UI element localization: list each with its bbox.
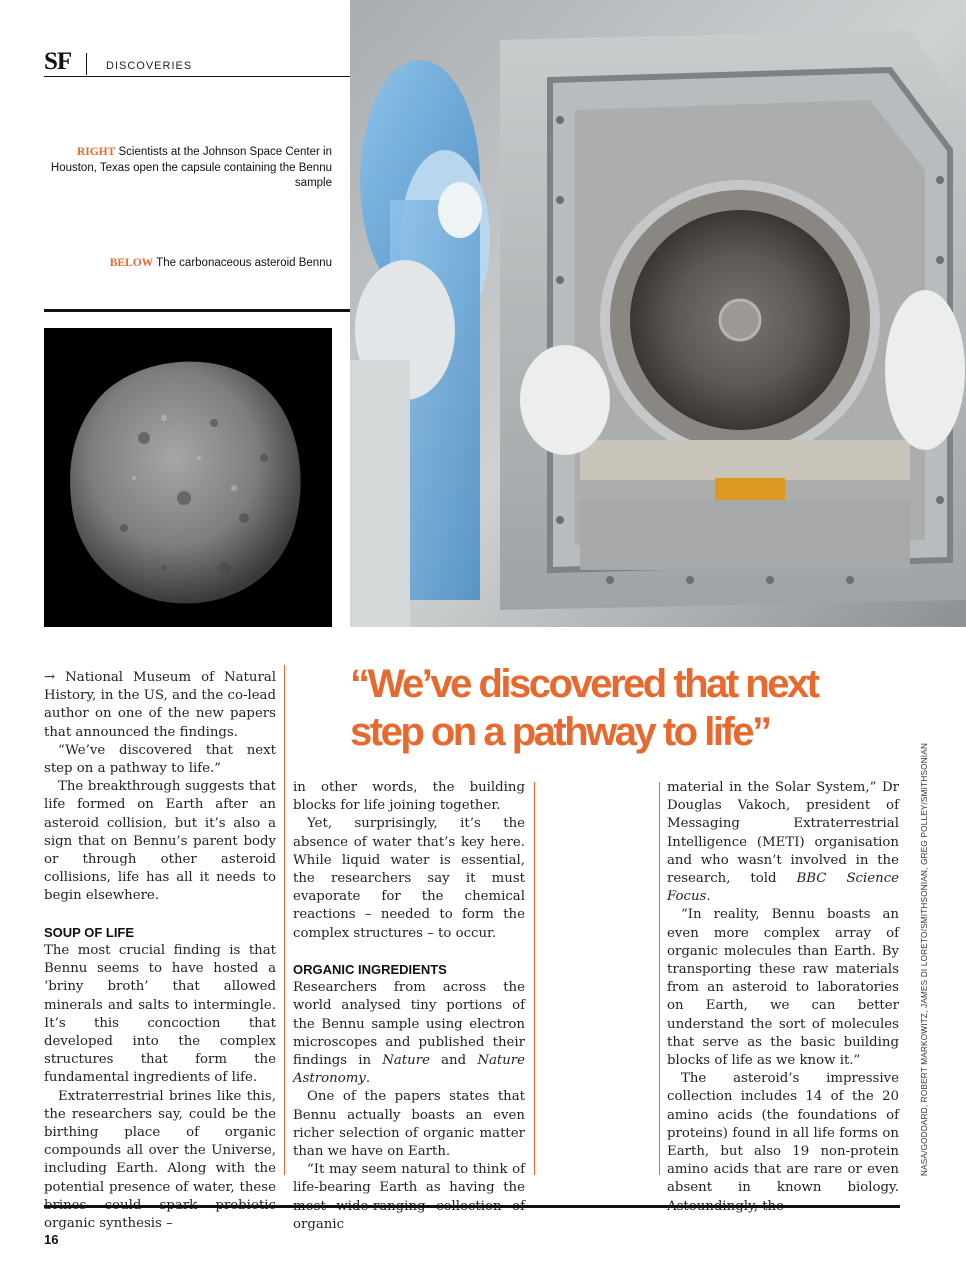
col1-paragraph-1: National Museum of Natural History, in the US, and the co-lead author on one of the new papers that announced the findings.: [44, 670, 276, 740]
col1-paragraph-5: Extraterrestrial brines like this, the researchers say, could be the birthing place of organic compounds all over the Universe, including Earth. Along with the potential presence of water, these organic synthesis –: [44, 1088, 276, 1232]
col3-paragraph-2: “In reality, Bennu boasts an even more complex array of organic molecules than Earth. By transporting these raw materials from an asteroid to laboratories on Earth, we can better understand the sort of molecules that serve as the basic building blocks of life as we know it.”: [667, 907, 899, 1069]
col1-paragraph-2: “We’ve discovered that next step on a pathway to life.”: [44, 742, 276, 777]
photo-credit-text: NASA/GODDARD, ROBERT MARKOWITZ, JAMES DI LORETO/SMITHSONIAN, GREG POLLEY/SMITHSONIAN: [920, 742, 929, 1176]
journal-nature: Nature: [382, 1053, 430, 1069]
pull-quote: “We’ve discovered that next step on a pathway to life”: [350, 662, 818, 754]
subheading-organic-ingredients: ORGANIC INGREDIENTS: [293, 962, 447, 978]
col1-paragraph-4: The most crucial finding is that Bennu seems to have hosted a ‘briny broth’ that allowed minerals and salts to intermingle. It’s this concoction that developed into the complex structures that form the fundamental ingredients of life.: [44, 943, 276, 1086]
header-rule: [44, 76, 350, 77]
footer-rule: [44, 1205, 900, 1208]
caption-below-text: The carbonaceous asteroid Bennu: [156, 257, 332, 269]
magazine-bbc-science-focus: BBC Science Focus: [667, 871, 900, 905]
caption-below: [44, 256, 332, 272]
article-column-3: [667, 779, 899, 1216]
continuation-arrow-icon: →: [44, 670, 56, 685]
article-column-2: [293, 779, 525, 1234]
caption-below-tag: BELOW: [109, 257, 154, 269]
section-label: DISCOVERIES: [106, 60, 193, 72]
lab-photo: [350, 0, 966, 627]
journal-nature-astronomy: Nature Astronomy: [293, 1053, 526, 1087]
col2-paragraph-4: One of the papers states that Bennu actually boasts an even richer selection of organic matter than we have on Earth.: [293, 1089, 525, 1160]
caption-right-tag: RIGHT: [76, 146, 116, 158]
col2-paragraph-3: Researchers from across the world analysed tiny portions of the Bennu sample using electron microscopes and published their findings in Nature and Nature Astronomy.: [293, 980, 526, 1087]
article-column-1: [44, 669, 276, 1233]
page-number: 16: [44, 1232, 59, 1247]
caption-right: [44, 145, 332, 192]
magazine-logo: SF: [44, 48, 72, 75]
caption-right-text: Scientists at the Johnson Space Center in Houston, Texas open the capsule containing the Bennu sample: [50, 146, 332, 190]
column-divider-1: [284, 665, 285, 1175]
caption-rule: [44, 309, 350, 312]
col3-paragraph-1: material in the Solar System,” Dr Douglas Vakoch, president of Messaging Extraterrestrial Intelligence (METI) organisation and who wasn’t involved in the research, told BBC Science Focus.: [667, 780, 900, 905]
column-divider-3: [659, 782, 660, 1175]
col2-paragraph-1: in other words, the building blocks for life joining together.: [293, 780, 525, 814]
photo-credit: [918, 742, 934, 1176]
col2-paragraph-2: Yet, surprisingly, it’s the absence of water that’s key here. While liquid water is essential, the researchers say it must evaporate for the chemical reactions – needed to form the complex structures – to occur.: [293, 816, 525, 941]
col3-paragraph-3: The asteroid’s impressive collection includes 14 of the 20 amino acids (the foundations of proteins) found in all life forms on Earth, but also 19 non-protein amino acids that are rare or even absent in known biology.: [667, 1071, 899, 1196]
column-divider-2: [534, 782, 535, 1175]
asteroid-photo: [44, 328, 332, 627]
subheading-soup-of-life: SOUP OF LIFE: [44, 924, 135, 940]
header-separator: [86, 53, 87, 75]
col2-paragraph-5: “It may seem natural to think of life-bearing Earth as having the organic: [293, 1162, 525, 1232]
col1-paragraph-3: The breakthrough suggests that life formed on Earth after an asteroid collision, but it’s also a sign that on Bennu’s parent body or through other asteroid collisions, life has all it needs to begin elsewhere.: [44, 779, 276, 904]
